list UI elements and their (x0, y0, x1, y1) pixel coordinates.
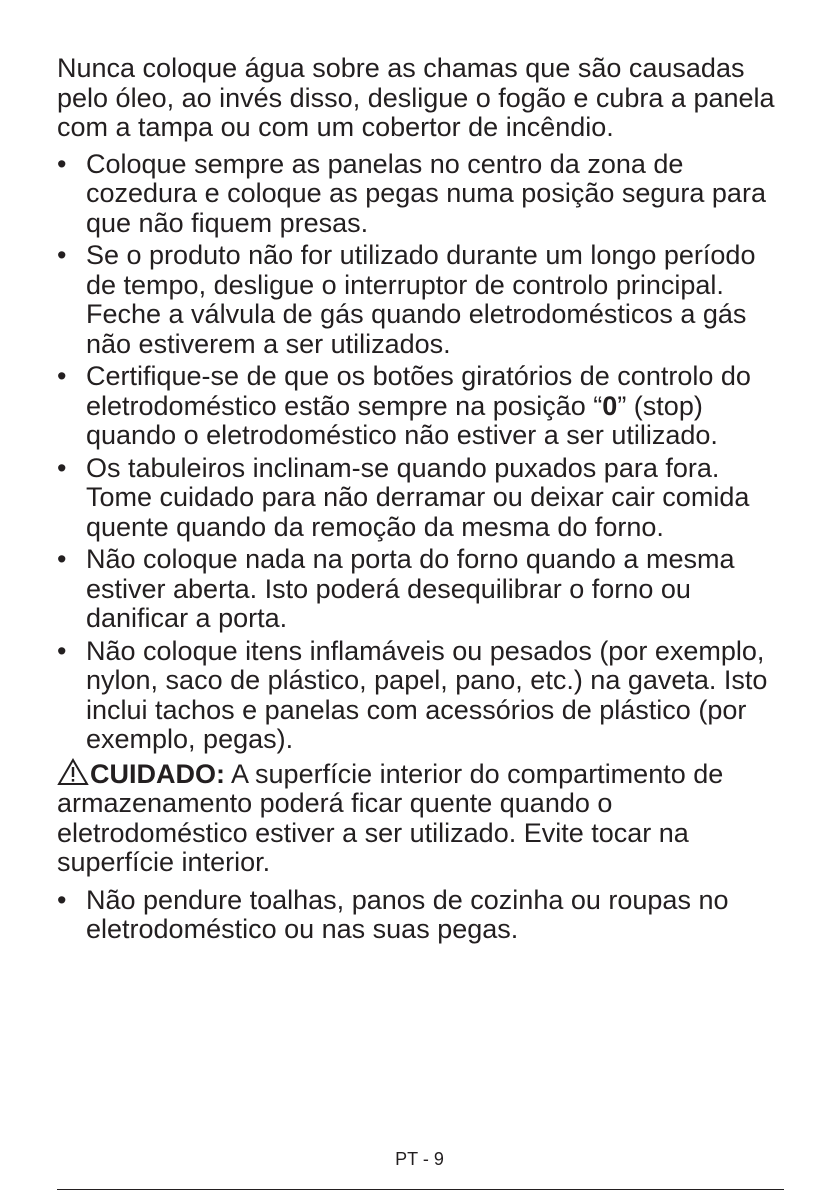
warning-triangle-icon (57, 758, 89, 786)
caution-paragraph (57, 758, 787, 878)
intro-paragraph: Nunca coloque água sobre as chamas que são causadas pelo óleo, ao invés disso, desligue o fogão e cubra a panela com a tampa ou com um cobertor de incêndio. (57, 53, 775, 142)
list-item-text: Não coloque nada na porta do forno quando a mesma estiver aberta. Isto poderá desequilibrar o forno ou danificar a porta. (86, 544, 735, 633)
list-item-text: Se o produto não for utilizado durante um longo período de tempo, desligue o interruptor de controlo principal. Feche a válvula de gás quando eletrodomésticos a gás não estiverem a ser utilizados. (86, 240, 756, 359)
list-item-text: Não coloque itens inflamáveis ou pesados (por exemplo, nylon, saco de plástico, papel, pano, etc.) na gaveta. Isto inclui tachos e panelas com acessórios de plástico (por exemplo, pegas). (86, 635, 768, 754)
bullet-symbol: • (57, 635, 67, 666)
bullet-symbol: • (57, 544, 67, 574)
safety-bullet-list (57, 150, 787, 755)
list-item-text-before: Certifique-se de que os botões giratórios de controlo do eletrodoméstico estão sempre na posição “ (86, 361, 751, 421)
bullet-symbol: • (57, 148, 67, 179)
list-item-text-after: ” (stop) quando o eletrodoméstico não estiver a ser utilizado. (86, 390, 718, 450)
list-item (57, 545, 787, 634)
list-item (57, 454, 787, 543)
bullet-symbol: • (57, 452, 67, 483)
final-bullet-list (57, 886, 787, 945)
stop-position-value: 0 (602, 390, 618, 421)
list-item-text (86, 361, 751, 450)
caution-text: A superfície interior do compartimento de armazenamento poderá ficar quente quando o eletrodoméstico estiver a ser utilizado. Evite tocar na superfície interior. (57, 758, 724, 877)
document-page (57, 54, 787, 948)
list-item (57, 886, 787, 945)
bullet-symbol: • (57, 884, 67, 915)
list-item (57, 150, 787, 239)
bullet-symbol: • (57, 240, 67, 270)
list-item-text: Coloque sempre as panelas no centro da zona de cozedura e coloque as pegas numa posição segura para que não fiquem presas. (86, 148, 766, 238)
list-item-text: Os tabuleiros inclinam-se quando puxados para fora. Tome cuidado para não derramar ou deixar cair comida quente quando da remoção da mesma do forno. (86, 452, 750, 542)
footer-divider (57, 1189, 784, 1190)
list-item (57, 241, 787, 359)
bullet-symbol: • (57, 361, 67, 391)
page-number: PT - 9 (395, 1149, 444, 1169)
list-item (57, 637, 787, 755)
list-item (57, 362, 787, 451)
caution-label: CUIDADO: (90, 758, 225, 789)
list-item-text: Não pendure toalhas, panos de cozinha ou roupas no eletrodoméstico ou nas suas pegas. (86, 884, 729, 944)
